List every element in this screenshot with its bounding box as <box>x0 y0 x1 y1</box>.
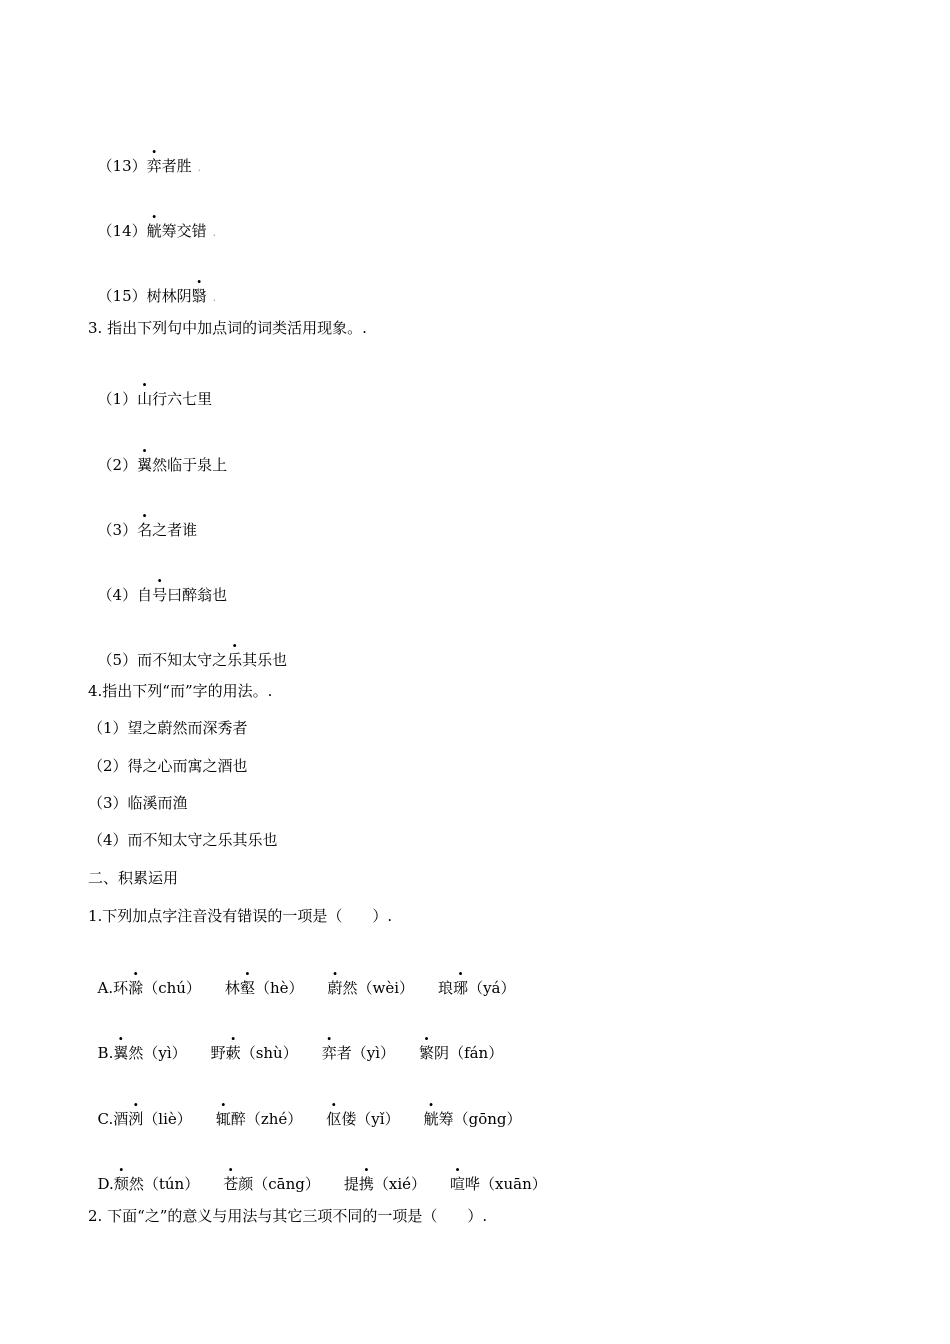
item-text: 行六七里 <box>152 390 213 408</box>
dotted-char: 辄 <box>215 1110 231 1128</box>
item-prefix: （13） <box>97 157 147 175</box>
option-label: C. <box>97 1110 114 1128</box>
option-word: 野蔌（shù） <box>210 1044 298 1062</box>
q4-item-2: （2）得之心而寓之酒也 <box>88 757 248 775</box>
option-label: A. <box>97 979 114 997</box>
dotted-char: 号 <box>152 586 168 604</box>
section-2-title: 二、积累运用 <box>88 869 179 887</box>
option-label: B. <box>97 1044 114 1062</box>
dotted-char: 乐 <box>227 651 243 669</box>
item-prefix: （14） <box>97 222 147 240</box>
item-text: 者胜 <box>161 157 192 175</box>
item-13 <box>88 136 201 178</box>
option-b[interactable] <box>88 1023 503 1063</box>
dotted-char: 弈 <box>321 1044 337 1062</box>
item-prefix: （5） <box>97 651 138 669</box>
item-prefix: （1） <box>97 390 138 408</box>
dotted-char: 琊 <box>453 979 469 997</box>
dotted-char: 蔚 <box>327 979 343 997</box>
option-word: 繁阴（fán） <box>419 1044 504 1062</box>
item-text-pre: 而不知太守之 <box>137 651 228 669</box>
dotted-char: 喧 <box>450 1175 466 1193</box>
s2-question-1-title: 1.下列加点字注音没有错误的一项是（ ）. <box>88 907 393 925</box>
option-d[interactable] <box>88 1154 547 1194</box>
item-prefix: （4） <box>97 586 138 604</box>
item-text: 曰醉翁也 <box>167 586 228 604</box>
q3-item-5 <box>88 630 287 670</box>
item-text: 然临于泉上 <box>152 456 228 474</box>
item-text: 其乐也 <box>242 651 288 669</box>
item-text-pre: 树林阴 <box>146 287 192 305</box>
dotted-char: 颓 <box>113 1175 129 1193</box>
option-word: 琅琊（yá） <box>438 979 516 997</box>
q4-item-4: （4）而不知太守之乐其乐也 <box>88 831 278 849</box>
dotted-char: 名 <box>137 521 153 539</box>
option-word: 提携（xié） <box>343 1175 427 1193</box>
dotted-char: 翼 <box>137 456 153 474</box>
option-word: 林壑（hè） <box>224 979 304 997</box>
q3-item-4 <box>88 565 227 605</box>
trailing-mark: . <box>212 226 217 239</box>
option-word: 颓然（tún） <box>113 1175 200 1193</box>
item-prefix: （2） <box>97 456 138 474</box>
item-text-pre: 自 <box>137 586 153 604</box>
dotted-char: 滁 <box>128 979 144 997</box>
dotted-char: 壑 <box>239 979 255 997</box>
option-a[interactable] <box>88 958 516 998</box>
dotted-char: 繁 <box>419 1044 435 1062</box>
option-word: 环滁（chú） <box>113 979 201 997</box>
option-word: 苍颜（cāng） <box>223 1175 320 1193</box>
item-text: 之者谁 <box>152 521 198 539</box>
item-14 <box>88 201 216 243</box>
option-word: 伛偻（yǐ） <box>326 1110 400 1128</box>
question-3-title: 3. 指出下列句中加点词的词类活用现象。. <box>88 319 367 337</box>
dotted-char: 洌 <box>128 1110 144 1128</box>
option-c[interactable] <box>88 1089 522 1129</box>
item-text: 筹交错 <box>161 222 207 240</box>
option-label: D. <box>97 1175 114 1193</box>
q4-item-3: （3）临溪而渔 <box>88 794 188 812</box>
option-word: 翼然（yì） <box>113 1044 187 1062</box>
dotted-char: 携 <box>358 1175 374 1193</box>
dotted-char: 觥 <box>423 1110 439 1128</box>
q4-item-1: （1）望之蔚然而深秀者 <box>88 719 248 737</box>
option-word: 觥筹（gōng） <box>423 1110 522 1128</box>
dotted-char: 山 <box>137 390 153 408</box>
dotted-char: 翳 <box>191 287 207 305</box>
q3-item-1 <box>88 369 212 409</box>
dotted-char: 苍 <box>223 1175 239 1193</box>
dotted-char: 蔌 <box>225 1044 241 1062</box>
item-prefix: （15） <box>97 287 147 305</box>
dotted-char: 伛 <box>326 1110 342 1128</box>
dotted-char: 翼 <box>113 1044 129 1062</box>
option-word: 酒洌（liè） <box>113 1110 192 1128</box>
s2-question-2-title: 2. 下面“之”的意义与用法与其它三项不同的一项是（ ）. <box>88 1207 488 1225</box>
item-15 <box>88 266 216 308</box>
dotted-char: 觥 <box>146 222 162 240</box>
q3-item-2 <box>88 435 227 475</box>
trailing-mark: . <box>212 291 217 304</box>
option-word: 弈者（yì） <box>321 1044 396 1062</box>
item-prefix: （3） <box>97 521 138 539</box>
option-word: 辄醉（zhé） <box>215 1110 303 1128</box>
trailing-mark: . <box>197 161 202 174</box>
question-4-title: 4.指出下列“而”字的用法。. <box>88 682 273 700</box>
option-word: 蔚然（wèi） <box>327 979 415 997</box>
option-word: 喧哗（xuān） <box>450 1175 547 1193</box>
q3-item-3 <box>88 500 197 540</box>
dotted-char: 弈 <box>146 157 162 175</box>
